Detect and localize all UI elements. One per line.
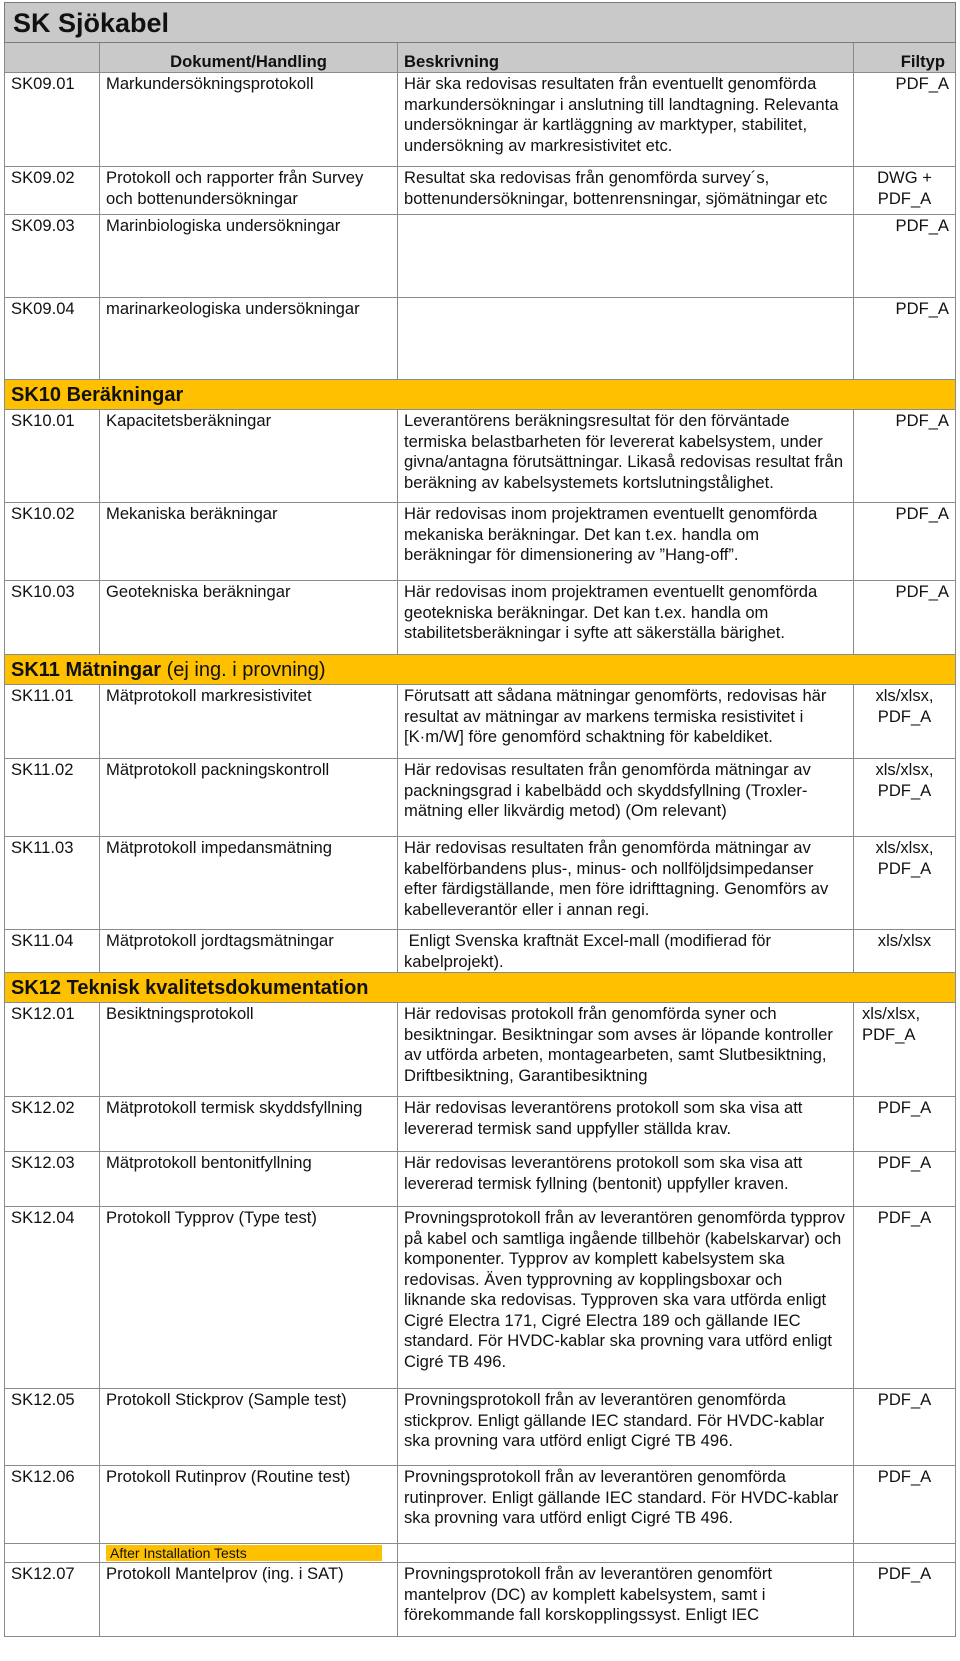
section-header-sk12	[5, 973, 956, 1003]
row-name: Protokoll Typprov (Type test)	[100, 1207, 398, 1389]
row-description: Här redovisas resultaten från genomförda mätningar av kabelförbandens plus-, minus- och nollföljdsimpedanser efter färdigställande, men före idrifttagning. Genomförs av kabelleverantör eller i annan regi.	[398, 837, 854, 930]
row-description: Här redovisas protokoll från genomförda syner och besiktningar. Besiktningar som avses är löpande kontroller av utförda arbeten, montagearbeten, samt Slutbesiktning, Driftbesiktning, Garantibesiktning	[398, 1003, 854, 1097]
row-description: Leverantörens beräkningsresultat för den förväntade termiska belastbarheten för levererat kabelsystem, under givna/antagna förutsättningar. Likaså redovisas resultat från beräkning av kabelsystemets kortslutningstålighet.	[398, 410, 854, 503]
document-title: SK Sjökabel	[5, 3, 956, 43]
table-row	[5, 215, 956, 298]
table-row	[5, 73, 956, 167]
row-name: Protokoll och rapporter från Survey och bottenundersökningar	[100, 167, 398, 215]
table-row	[5, 503, 956, 581]
row-name: Mätprotokoll bentonitfyllning	[100, 1152, 398, 1207]
row-id: SK09.01	[5, 73, 100, 167]
row-description	[398, 298, 854, 380]
row-name: Mätprotokoll markresistivitet	[100, 685, 398, 759]
row-filetype: PDF_A	[854, 1152, 956, 1207]
table-row	[5, 410, 956, 503]
table-row	[5, 685, 956, 759]
table-row	[5, 759, 956, 837]
table-row	[5, 1152, 956, 1207]
row-name: Geotekniska beräkningar	[100, 581, 398, 655]
tag-blank	[5, 1544, 100, 1563]
row-id: SK12.04	[5, 1207, 100, 1389]
row-description: Här redovisas leverantörens protokoll som ska visa att levererad termisk fyllning (bentonit) uppfyller kraven.	[398, 1152, 854, 1207]
tag-blank	[398, 1544, 854, 1563]
row-filetype: xls/xlsx, PDF_A	[854, 685, 956, 759]
row-id: SK12.07	[5, 1563, 100, 1637]
header-description: Beskrivning	[398, 43, 854, 73]
row-filetype: xls/xlsx, PDF_A	[854, 837, 956, 930]
section-title: SK12 Teknisk kvalitetsdokumentation	[5, 973, 956, 1003]
row-id: SK10.01	[5, 410, 100, 503]
section-title: SK10 Beräkningar	[5, 380, 956, 410]
row-id: SK11.04	[5, 930, 100, 973]
row-filetype: PDF_A	[854, 1389, 956, 1466]
row-id: SK11.01	[5, 685, 100, 759]
row-description: Här redovisas inom projektramen eventuellt genomförda geotekniska beräkningar. Det kan t.ex. handla om stabilitetsberäkningar i syfte att säkerställa bärighet.	[398, 581, 854, 655]
row-id: SK10.03	[5, 581, 100, 655]
row-id: SK12.03	[5, 1152, 100, 1207]
row-name: Mekaniska beräkningar	[100, 503, 398, 581]
row-filetype: PDF_A	[854, 73, 956, 167]
row-filetype: xls/xlsx, PDF_A	[854, 759, 956, 837]
row-description: Provningsprotokoll från av leverantören genomfört mantelprov (DC) av komplett kabelsystem, samt i förekommande fall korskopplingssyst. Enligt IEC	[398, 1563, 854, 1637]
section-header-sk11	[5, 655, 956, 685]
section-header-sk10	[5, 380, 956, 410]
row-description: Förutsatt att sådana mätningar genomförts, redovisas här resultat av mätningar av markens termiska resistivitet i [K·m/W] före genomförd schaktning för kabeldiket.	[398, 685, 854, 759]
row-name: Mätprotokoll termisk skyddsfyllning	[100, 1097, 398, 1152]
title-row	[5, 3, 956, 43]
row-name: Protokoll Mantelprov (ing. i SAT)	[100, 1563, 398, 1637]
row-name: marinarkeologiska undersökningar	[100, 298, 398, 380]
row-description: Resultat ska redovisas från genomförda survey´s, bottenundersökningar, bottenrensningar, sjömätningar etc	[398, 167, 854, 215]
row-filetype: PDF_A	[854, 1466, 956, 1544]
table-row	[5, 1563, 956, 1637]
row-filetype: DWG + PDF_A	[854, 167, 956, 215]
table-row	[5, 1207, 956, 1389]
row-filetype: PDF_A	[854, 215, 956, 298]
table-row	[5, 1466, 956, 1544]
table-row	[5, 837, 956, 930]
header-blank	[5, 43, 100, 73]
row-description: Här ska redovisas resultaten från eventuellt genomförda markundersökningar i anslutning till landtagning. Relevanta undersökningar är kartläggning av marktyper, stabilitet, undersökning av markresistivitet etc.	[398, 73, 854, 167]
table-row	[5, 930, 956, 973]
row-filetype: PDF_A	[854, 581, 956, 655]
row-name: Mätprotokoll jordtagsmätningar	[100, 930, 398, 973]
tag-blank	[854, 1544, 956, 1563]
row-description: Enligt Svenska kraftnät Excel-mall (modifierad för kabelprojekt).	[398, 930, 854, 973]
row-filetype: PDF_A	[854, 298, 956, 380]
row-description: Här redovisas leverantörens protokoll som ska visa att levererad termisk sand uppfyller ställda krav.	[398, 1097, 854, 1152]
row-filetype: PDF_A	[854, 503, 956, 581]
header-filetype: Filtyp	[854, 43, 956, 73]
table-row	[5, 1389, 956, 1466]
row-id: SK12.06	[5, 1466, 100, 1544]
row-name: Mätprotokoll packningskontroll	[100, 759, 398, 837]
table-row	[5, 1003, 956, 1097]
tag-row	[5, 1544, 956, 1563]
section-title-rest: (ej ing. i provning)	[161, 659, 326, 681]
row-id: SK12.02	[5, 1097, 100, 1152]
section-title-bold: SK11 Mätningar	[11, 659, 162, 681]
row-description	[398, 215, 854, 298]
row-id: SK12.05	[5, 1389, 100, 1466]
document-table	[4, 2, 956, 1637]
header-document: Dokument/Handling	[100, 43, 398, 73]
row-name: Besiktningsprotokoll	[100, 1003, 398, 1097]
row-filetype: PDF_A	[854, 1097, 956, 1152]
row-description: Provningsprotokoll från av leverantören genomförda typprov på kabel och samtliga ingående tillbehör (kabelskarvar) och komponenter. Typprov av komplett kabelsystem ska redovisas. Även typprovning av kopplingsboxar och liknande ska redovisas. Typproven ska vara utförda enligt Cigré Electra 171, Cigré Electra 189 och gällande IEC standard. För HVDC-kablar ska provning vara utförd enligt Cigré TB 496.	[398, 1207, 854, 1389]
table-row	[5, 1097, 956, 1152]
row-id: SK09.03	[5, 215, 100, 298]
row-filetype: PDF_A	[854, 1563, 956, 1637]
row-name: Marinbiologiska undersökningar	[100, 215, 398, 298]
row-id: SK10.02	[5, 503, 100, 581]
column-header-row	[5, 43, 956, 73]
row-id: SK11.03	[5, 837, 100, 930]
row-description: Här redovisas inom projektramen eventuellt genomförda mekaniska beräkningar. Det kan t.ex. handla om beräkningar för dimensionering av ”Hang-off”.	[398, 503, 854, 581]
row-name: Protokoll Rutinprov (Routine test)	[100, 1466, 398, 1544]
row-id: SK09.02	[5, 167, 100, 215]
row-description: Provningsprotokoll från av leverantören genomförda stickprov. Enligt gällande IEC standard. För HVDC-kablar ska provning vara utförd enligt Cigré TB 496.	[398, 1389, 854, 1466]
table-row	[5, 298, 956, 380]
table-row	[5, 167, 956, 215]
row-name: Markundersökningsprotokoll	[100, 73, 398, 167]
row-id: SK12.01	[5, 1003, 100, 1097]
row-name: Mätprotokoll impedansmätning	[100, 837, 398, 930]
row-filetype: PDF_A	[854, 1207, 956, 1389]
section-title	[5, 655, 956, 685]
row-description: Här redovisas resultaten från genomförda mätningar av packningsgrad i kabelbädd och skyddsfyllning (Troxler-mätning eller likvärdig metod) (Om relevant)	[398, 759, 854, 837]
row-filetype: xls/xlsx, PDF_A	[854, 1003, 956, 1097]
row-filetype: PDF_A	[854, 410, 956, 503]
row-description: Provningsprotokoll från av leverantören genomförda rutinprover. Enligt gällande IEC standard. För HVDC-kablar ska provning vara utförd enligt Cigré TB 496.	[398, 1466, 854, 1544]
tag-cell	[100, 1544, 398, 1563]
after-installation-tag: After Installation Tests	[106, 1545, 382, 1561]
row-id: SK11.02	[5, 759, 100, 837]
row-id: SK09.04	[5, 298, 100, 380]
row-name: Protokoll Stickprov (Sample test)	[100, 1389, 398, 1466]
table-row	[5, 581, 956, 655]
row-name: Kapacitetsberäkningar	[100, 410, 398, 503]
row-filetype: xls/xlsx	[854, 930, 956, 973]
